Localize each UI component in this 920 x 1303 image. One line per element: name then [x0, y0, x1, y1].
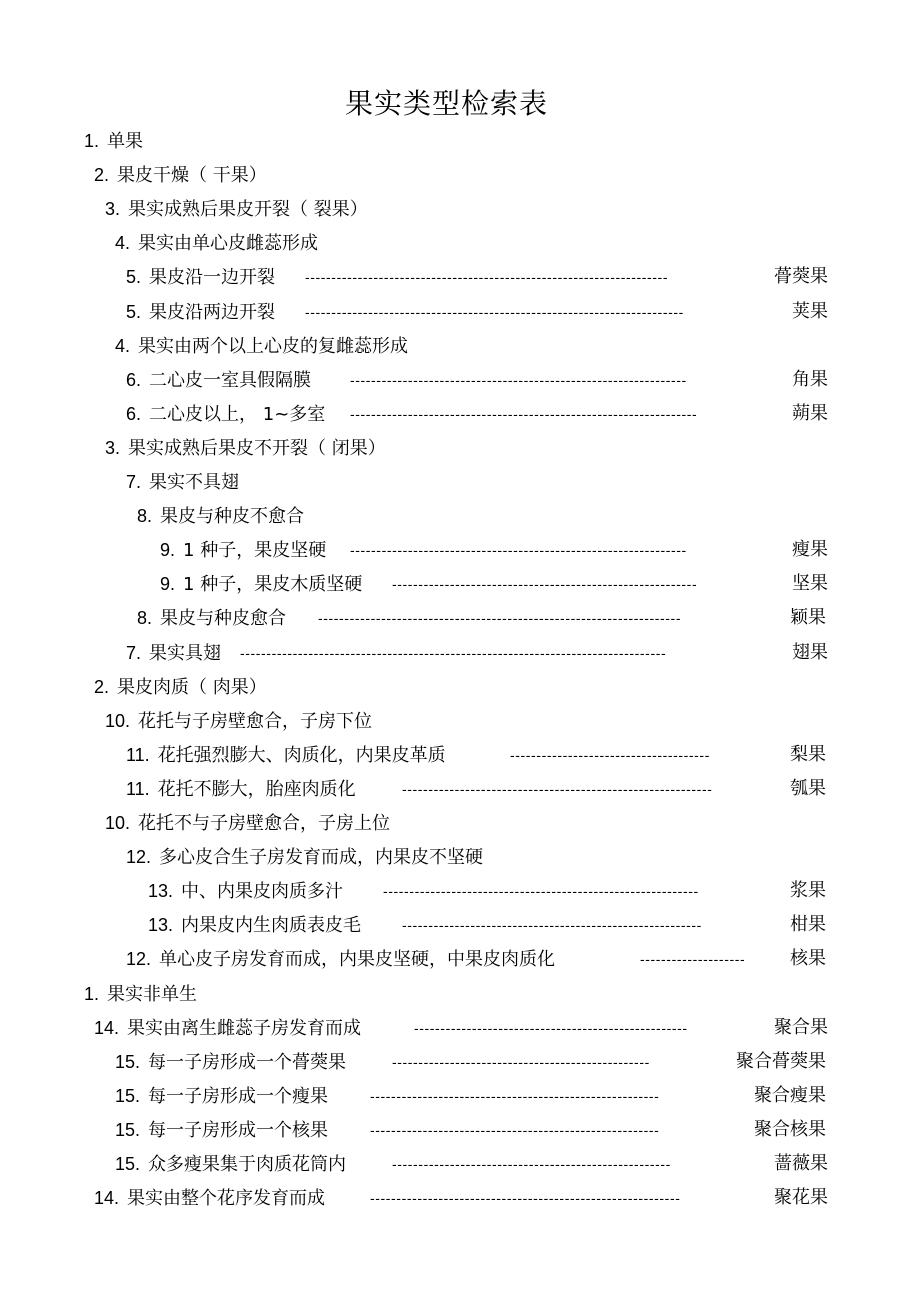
fruit-type-蓇葖果: 蓇葖果 — [774, 266, 828, 287]
leader-dashes: ------------------------------------------------------------------ — [350, 406, 698, 422]
entry-text: 花托与子房壁愈合，子房下位 — [138, 711, 373, 732]
entry-number: 9. — [160, 574, 176, 594]
leader-dashes: --------------------------------------------------------------------- — [318, 610, 682, 626]
entry-text: 果皮与种皮不愈合 — [160, 506, 305, 527]
entry-number: 14. — [94, 1188, 120, 1208]
entry-number: 1. — [84, 131, 100, 151]
fruit-type-颖果: 颖果 — [790, 607, 826, 628]
entry-number: 12. — [126, 949, 152, 969]
fruit-type-蔷薇果: 蔷薇果 — [774, 1153, 828, 1174]
fruit-type-荚果: 荚果 — [792, 301, 828, 322]
entry-text: 1 种子，果皮坚硬 — [183, 540, 327, 561]
key-entry — [126, 772, 356, 806]
entry-number: 10. — [105, 711, 131, 731]
key-entry — [115, 226, 318, 260]
key-entry — [84, 124, 143, 158]
key-entry — [126, 738, 446, 772]
key-entry — [94, 670, 267, 704]
entry-text: 果皮沿一边开裂 — [149, 267, 276, 288]
entry-number: 10. — [105, 813, 131, 833]
entry-number: 8. — [137, 608, 153, 628]
key-entry — [148, 908, 361, 942]
entry-text: 花托不与子房壁愈合，子房上位 — [138, 813, 391, 834]
entry-number: 3. — [105, 199, 121, 219]
fruit-type-翅果: 翅果 — [792, 642, 828, 663]
fruit-type-聚合瘦果: 聚合瘦果 — [754, 1085, 826, 1106]
entry-text: 单心皮子房发育而成，内果皮坚硬，中果皮肉质化 — [159, 949, 556, 970]
key-entry — [94, 158, 267, 192]
key-entry — [126, 465, 239, 499]
key-entry — [94, 1181, 325, 1215]
leader-dashes: ------------------------------------------------------- — [370, 1088, 660, 1104]
leader-dashes: --------------------------------------------------------------------------------- — [240, 645, 667, 661]
entry-number: 12. — [126, 847, 152, 867]
entry-text: 每一子房形成一个蓇葖果 — [148, 1052, 347, 1073]
key-entry — [115, 1079, 328, 1113]
fruit-type-聚合果: 聚合果 — [774, 1017, 828, 1038]
fruit-type-聚合蓇葖果: 聚合蓇葖果 — [736, 1051, 826, 1072]
entry-number: 2. — [94, 677, 110, 697]
entry-text: 二心皮以上， 1~多室 — [149, 404, 326, 425]
entry-text: 果实成熟后果皮不开裂（ 闭果） — [128, 438, 386, 459]
entry-number: 2. — [94, 165, 110, 185]
entry-number: 9. — [160, 540, 176, 560]
key-entry — [84, 977, 197, 1011]
entry-text: 果实由离生雌蕊子房发育而成 — [127, 1018, 362, 1039]
key-entry — [160, 533, 326, 567]
entry-text: 众多瘦果集于肉质花筒内 — [148, 1154, 347, 1175]
entry-text: 每一子房形成一个瘦果 — [148, 1086, 329, 1107]
key-entry — [115, 1045, 346, 1079]
fruit-type-聚合核果: 聚合核果 — [754, 1119, 826, 1140]
entry-number: 15. — [115, 1154, 141, 1174]
leader-dashes: ---------------------------------------------------- — [414, 1020, 688, 1036]
entry-number: 11. — [126, 745, 150, 765]
key-entry — [115, 1113, 328, 1147]
entry-text: 多心皮合生子房发育而成，内果皮不坚硬 — [159, 847, 484, 868]
entry-text: 每一子房形成一个核果 — [148, 1120, 329, 1141]
key-entry — [126, 363, 311, 397]
key-entry — [126, 397, 325, 431]
entry-text: 果实由整个花序发育而成 — [127, 1188, 326, 1209]
leader-dashes: ------------------------------------------------------------------------ — [305, 304, 684, 320]
entry-text: 果皮肉质（ 肉果） — [117, 677, 267, 698]
entry-text: 花托强烈膨大、肉质化，内果皮革质 — [157, 745, 446, 766]
entry-number: 13. — [148, 881, 174, 901]
entry-text: 果实非单生 — [107, 984, 198, 1005]
entry-text: 单果 — [107, 131, 144, 152]
entry-text: 果实由单心皮雌蕊形成 — [138, 233, 319, 254]
key-entry — [126, 636, 221, 670]
entry-number: 6. — [126, 404, 142, 424]
entry-number: 5. — [126, 267, 142, 287]
entry-text: 果皮干燥（ 干果） — [117, 165, 267, 186]
key-entry — [126, 840, 483, 874]
leader-dashes: ----------------------------------------------------------- — [402, 781, 713, 797]
key-entry — [94, 1011, 361, 1045]
entry-text: 果实由两个以上心皮的复雌蕊形成 — [138, 336, 409, 357]
page-title: 果实类型检索表 — [344, 87, 548, 120]
entry-number: 15. — [115, 1052, 141, 1072]
entry-text: 中、内果皮肉质多汁 — [181, 881, 344, 902]
entry-number: 4. — [115, 336, 131, 356]
fruit-type-瘦果: 瘦果 — [792, 539, 828, 560]
entry-text: 果实具翅 — [149, 643, 222, 664]
key-entry — [137, 601, 286, 635]
entry-number: 7. — [126, 643, 142, 663]
key-entry — [148, 874, 343, 908]
leader-dashes: -------------------------------------- — [510, 747, 710, 763]
fruit-type-瓠果: 瓠果 — [790, 778, 826, 799]
entry-number: 1. — [84, 984, 100, 1004]
fruit-type-梨果: 梨果 — [790, 744, 826, 765]
leader-dashes: -------------------- — [640, 951, 746, 967]
key-entry — [105, 806, 390, 840]
entry-number: 4. — [115, 233, 131, 253]
entry-text: 果皮沿两边开裂 — [149, 302, 276, 323]
entry-number: 5. — [126, 302, 142, 322]
key-entry — [115, 329, 408, 363]
entry-number: 11. — [126, 779, 150, 799]
leader-dashes: ----------------------------------------------------- — [392, 1156, 671, 1172]
entry-number: 15. — [115, 1120, 141, 1140]
key-entry — [105, 704, 372, 738]
fruit-type-坚果: 坚果 — [792, 573, 828, 594]
fruit-type-聚花果: 聚花果 — [774, 1187, 828, 1208]
key-entry — [137, 499, 304, 533]
key-entry — [126, 260, 275, 294]
fruit-type-角果: 角果 — [792, 369, 828, 390]
entry-text: 内果皮内生肉质表皮毛 — [181, 915, 362, 936]
leader-dashes: ----------------------------------------------------------- — [370, 1190, 681, 1206]
fruit-type-核果: 核果 — [790, 948, 826, 969]
entry-number: 6. — [126, 370, 142, 390]
leader-dashes: ---------------------------------------------------------- — [392, 576, 698, 592]
fruit-type-柑果: 柑果 — [790, 914, 826, 935]
leader-dashes: --------------------------------------------------------------------- — [305, 269, 669, 285]
entry-number: 15. — [115, 1086, 141, 1106]
entry-text: 花托不膨大，胎座肉质化 — [157, 779, 356, 800]
key-entry — [126, 295, 275, 329]
leader-dashes: ------------------------------------------------------- — [370, 1122, 660, 1138]
leader-dashes: ------------------------------------------------- — [392, 1054, 650, 1070]
leader-dashes: ------------------------------------------------------------ — [383, 883, 699, 899]
leader-dashes: --------------------------------------------------------- — [402, 917, 702, 933]
key-entry — [105, 192, 368, 226]
entry-number: 14. — [94, 1018, 120, 1038]
key-entry — [105, 431, 386, 465]
entry-number: 13. — [148, 915, 174, 935]
key-entry — [126, 942, 555, 976]
key-entry — [160, 567, 362, 601]
entry-text: 果实成熟后果皮开裂（ 裂果） — [128, 199, 368, 220]
entry-text: 1 种子，果皮木质坚硬 — [183, 574, 363, 595]
leader-dashes: ---------------------------------------------------------------- — [350, 542, 687, 558]
entry-text: 二心皮一室具假隔膜 — [149, 370, 312, 391]
key-entry — [115, 1147, 346, 1181]
fruit-type-浆果: 浆果 — [790, 880, 826, 901]
leader-dashes: ---------------------------------------------------------------- — [350, 372, 687, 388]
entry-text: 果实不具翅 — [149, 472, 240, 493]
entry-number: 7. — [126, 472, 142, 492]
entry-number: 3. — [105, 438, 121, 458]
entry-text: 果皮与种皮愈合 — [160, 608, 287, 629]
fruit-type-蒴果: 蒴果 — [792, 403, 828, 424]
entry-number: 8. — [137, 506, 153, 526]
